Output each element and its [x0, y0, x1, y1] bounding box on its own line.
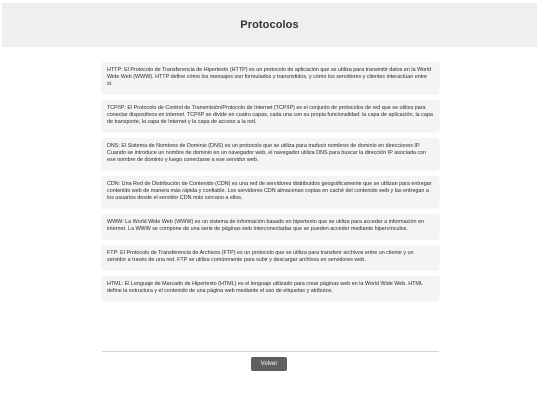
protocol-description: DNS: El Sistema de Nombres de Dominio (DNS) es un protocolo que se utiliza para traducir nombres de dominio en direcciones IP. Cuando se introduce un nombre de dominio en un navegador web, el navegador utiliza DNS para buscar la dirección IP asociada con ese nombre de dominio y luego conectarse a ese servidor web.	[107, 143, 427, 163]
protocol-card-dns	[102, 138, 439, 169]
back-button[interactable]: Volver	[251, 357, 287, 371]
page-header	[2, 3, 537, 47]
protocol-list	[102, 62, 439, 307]
protocol-description: HTTP: El Protocolo de Transferencia de Hipertexto (HTTP) es un protocolo de aplicación que se utiliza para transmitir datos en la World Wide Web (WWW). HTTP define cómo los mensajes son formulados y transmitidos, y cómo los servidores y clientes interactúan entre sí.	[107, 67, 432, 87]
page-title: Protocolos	[240, 19, 299, 31]
protocol-description: FTP: El Protocolo de Transferencia de Archivos (FTP) es un protocolo que se utiliza para transferir archivos entre un cliente y un servidor a través de una red. FTP se utiliza comúnmente para subir y descargar archivos en servidores web.	[107, 250, 414, 263]
protocol-card-html	[102, 276, 439, 300]
protocol-description: CDN: Una Red de Distribución de Contenido (CDN) es una red de servidores distribuidos geográficamente que se utilizan para entregar contenido web de manera más rápida y confiable. Los servidores CDN almacenan copias en caché del contenido web y las entregan a los usuarios desde el servidor CDN más cercano a ellos.	[107, 181, 432, 201]
protocol-card-tcpip	[102, 100, 439, 131]
protocol-card-ftp	[102, 245, 439, 269]
protocol-description: HTML: El Lenguaje de Marcado de Hipertexto (HTML) es el lenguaje utilizado para crear páginas web en la World Wide Web. HTML define la estructura y el contenido de una página web mediante el uso de etiquetas y atributos.	[107, 281, 423, 294]
protocol-card-cdn	[102, 176, 439, 207]
protocol-card-http	[102, 62, 439, 93]
protocol-description: TCP/IP: El Protocolo de Control de Transmisión/Protocolo de Internet (TCP/IP) es el conjunto de protocolos de red que se utiliza para conectar dispositivos en internet. TCP/IP se divide en cuatro capas, cada una con su propia funcionalidad: la capa de aplicación, la capa de transporte, la capa de Internet y la capa de acceso a la red.	[107, 105, 433, 125]
footer-divider	[102, 351, 439, 352]
protocol-card-www	[102, 214, 439, 238]
protocol-description: WWW: La World Wide Web (WWW) es un sistema de información basado en hipertexto que se utiliza para acceder a información en internet. La WWW se compone de una serie de páginas web interconectadas que se pueden acceder mediante hipervínculos.	[107, 219, 424, 232]
